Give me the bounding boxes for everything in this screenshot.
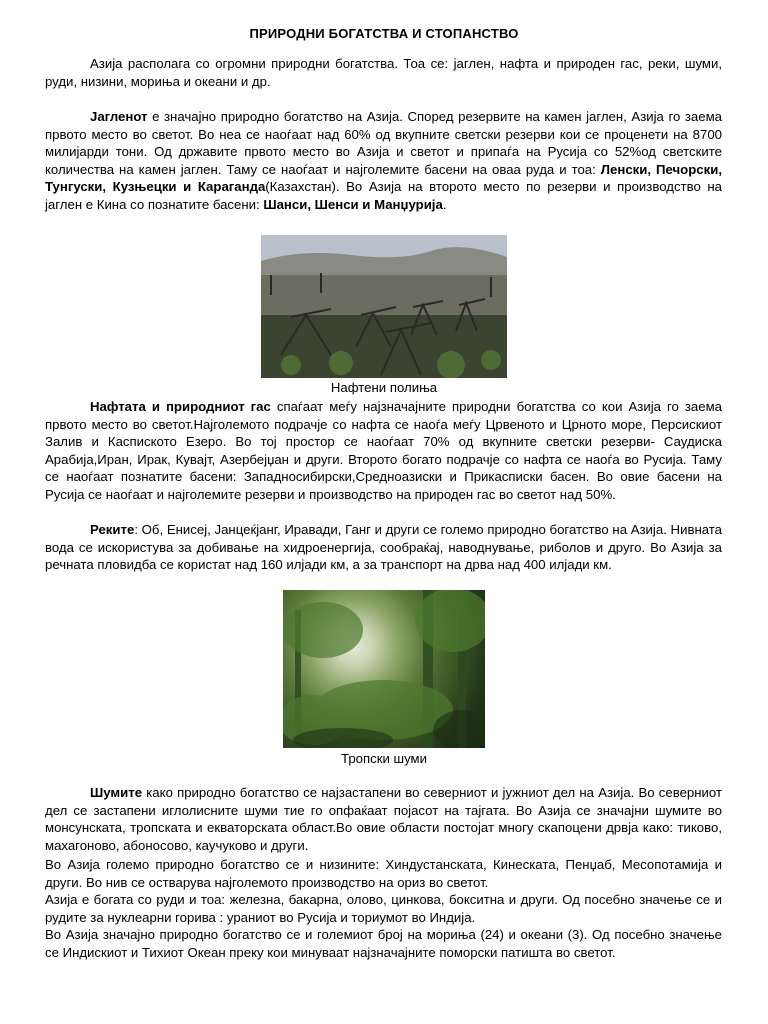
tropical-forest-photo bbox=[283, 590, 485, 748]
coal-basins-china: Шанси, Шенси и Манџурија bbox=[263, 196, 443, 212]
rivers-paragraph bbox=[45, 521, 722, 574]
coal-text-3: . bbox=[442, 196, 447, 212]
oil-lead: Нафтата и природниот гас bbox=[90, 399, 271, 414]
page-title: ПРИРОДНИ БОГАТСТВА И СТОПАНСТВО bbox=[249, 26, 519, 41]
forests-text: како природно богатство се најзастапени во северниот и јужниот дел на Азија. Во северниот дел се застапени иглолисните шуми тие го опфаќаат појасот на тајгата. Во Азија се значајни шумите во монсунската, тропската и екваторската област.Во овие области постојат многу скапоцени дрвја како: тиково, махагоново, абоносово, каучуково и други. bbox=[45, 785, 722, 853]
oil-field-illustration bbox=[261, 235, 507, 378]
coal-lead: Јагленот bbox=[90, 109, 148, 124]
oil-text: спаѓаат меѓу најзначајните природни богатства со кои Азија го заема првото место во светот.Најголемото подрачје со нафта се наоѓа меѓу Црвеното и Црното море, Персискиот Залив и Каспиското Езеро. Во тој простор се наоѓаат 70% од вкупните светски резерви- Саудиска Арабија,Иран, Ирак, Кувајт, Азербејџан и други. Второто богато подрачје со нафта се наоѓа во Русија. Таму се наоѓаат познатите басени: Западносибирски,Средноазиски и Прикасписки басен. Во овие басени на Русија се наоѓаат и најголемите резерви и производство на природен гас во светот над 50%. bbox=[45, 399, 722, 502]
oil-field-caption: Нафтени полиња bbox=[330, 380, 438, 395]
oil-paragraph bbox=[45, 398, 722, 504]
coal-text-2: (Казахстан). Во Азија на второто место по резерви и производство на јаглен е Кина со познатите басени: bbox=[45, 179, 722, 212]
forests-paragraph bbox=[45, 784, 722, 854]
oil-field-photo bbox=[261, 235, 507, 378]
tropical-forest-illustration bbox=[283, 590, 485, 748]
coal-basins-russia: Ленски, Печорски, Тунгуски, Кузњецки и Караганда bbox=[45, 161, 722, 195]
lowlands-paragraph: Во Азија големо природно богатство се и низините: Хиндустанската, Кинеската, Пенџаб, Месопотамија и други. Во нив се остварува најголемото производство на ориз во светот. bbox=[45, 857, 722, 890]
tropical-forest-caption: Тропски шуми bbox=[341, 751, 427, 766]
rivers-text: : Об, Енисеј, Јанцеќјанг, Иравади, Ганг и други се големо природно богатство на Азија. Нивната вода се искористува за добивање на хидроенергија, сообраќај, наводнување, риболов и друго. Во Азија за речната пловидба се користат над 160 илјади км, а за транспорт на дрва над 400 илјади км. bbox=[45, 522, 722, 573]
forests-lead: Шумите bbox=[90, 785, 143, 800]
coal-paragraph bbox=[45, 108, 722, 214]
intro-paragraph: Азија располага со огромни природни богатства. Тоа се: јаглен, нафта и природен гас, реки, шуми, руди, низини, морињa и океани и др. bbox=[45, 56, 722, 89]
coal-text-1: е значајно природно богатство на Азија. Според резервите на камен јаглен, Азија го заема првото место во светот. Во неа се наоѓаат над 60% од вкупните светски резерви кои се проценети на 8700 милијарди тони. Од државите првото место во Азија и светот и припаѓа на Русија со 52%од светските количества на камен јаглен. Таму се наоѓаат и најголемите басени на оваа руда и тоа: bbox=[45, 109, 722, 177]
ores-paragraph: Азија е богата со руди и тоа: железна, бакарна, олово, цинкова, бокситна и други. Од посебно значење се и рудите за нуклеарни горива : ураниот во Русија и ториумот во Индија. bbox=[45, 892, 722, 925]
seas-paragraph: Во Азија значајно природно богатство се и големиот број на мориња (24) и океани (3). Од посебно значење се Индискиот и Тихиот Океан преку кои минуваат најзначајните поморски патишта во светот. bbox=[45, 927, 722, 960]
rivers-lead: Реките bbox=[90, 522, 135, 537]
